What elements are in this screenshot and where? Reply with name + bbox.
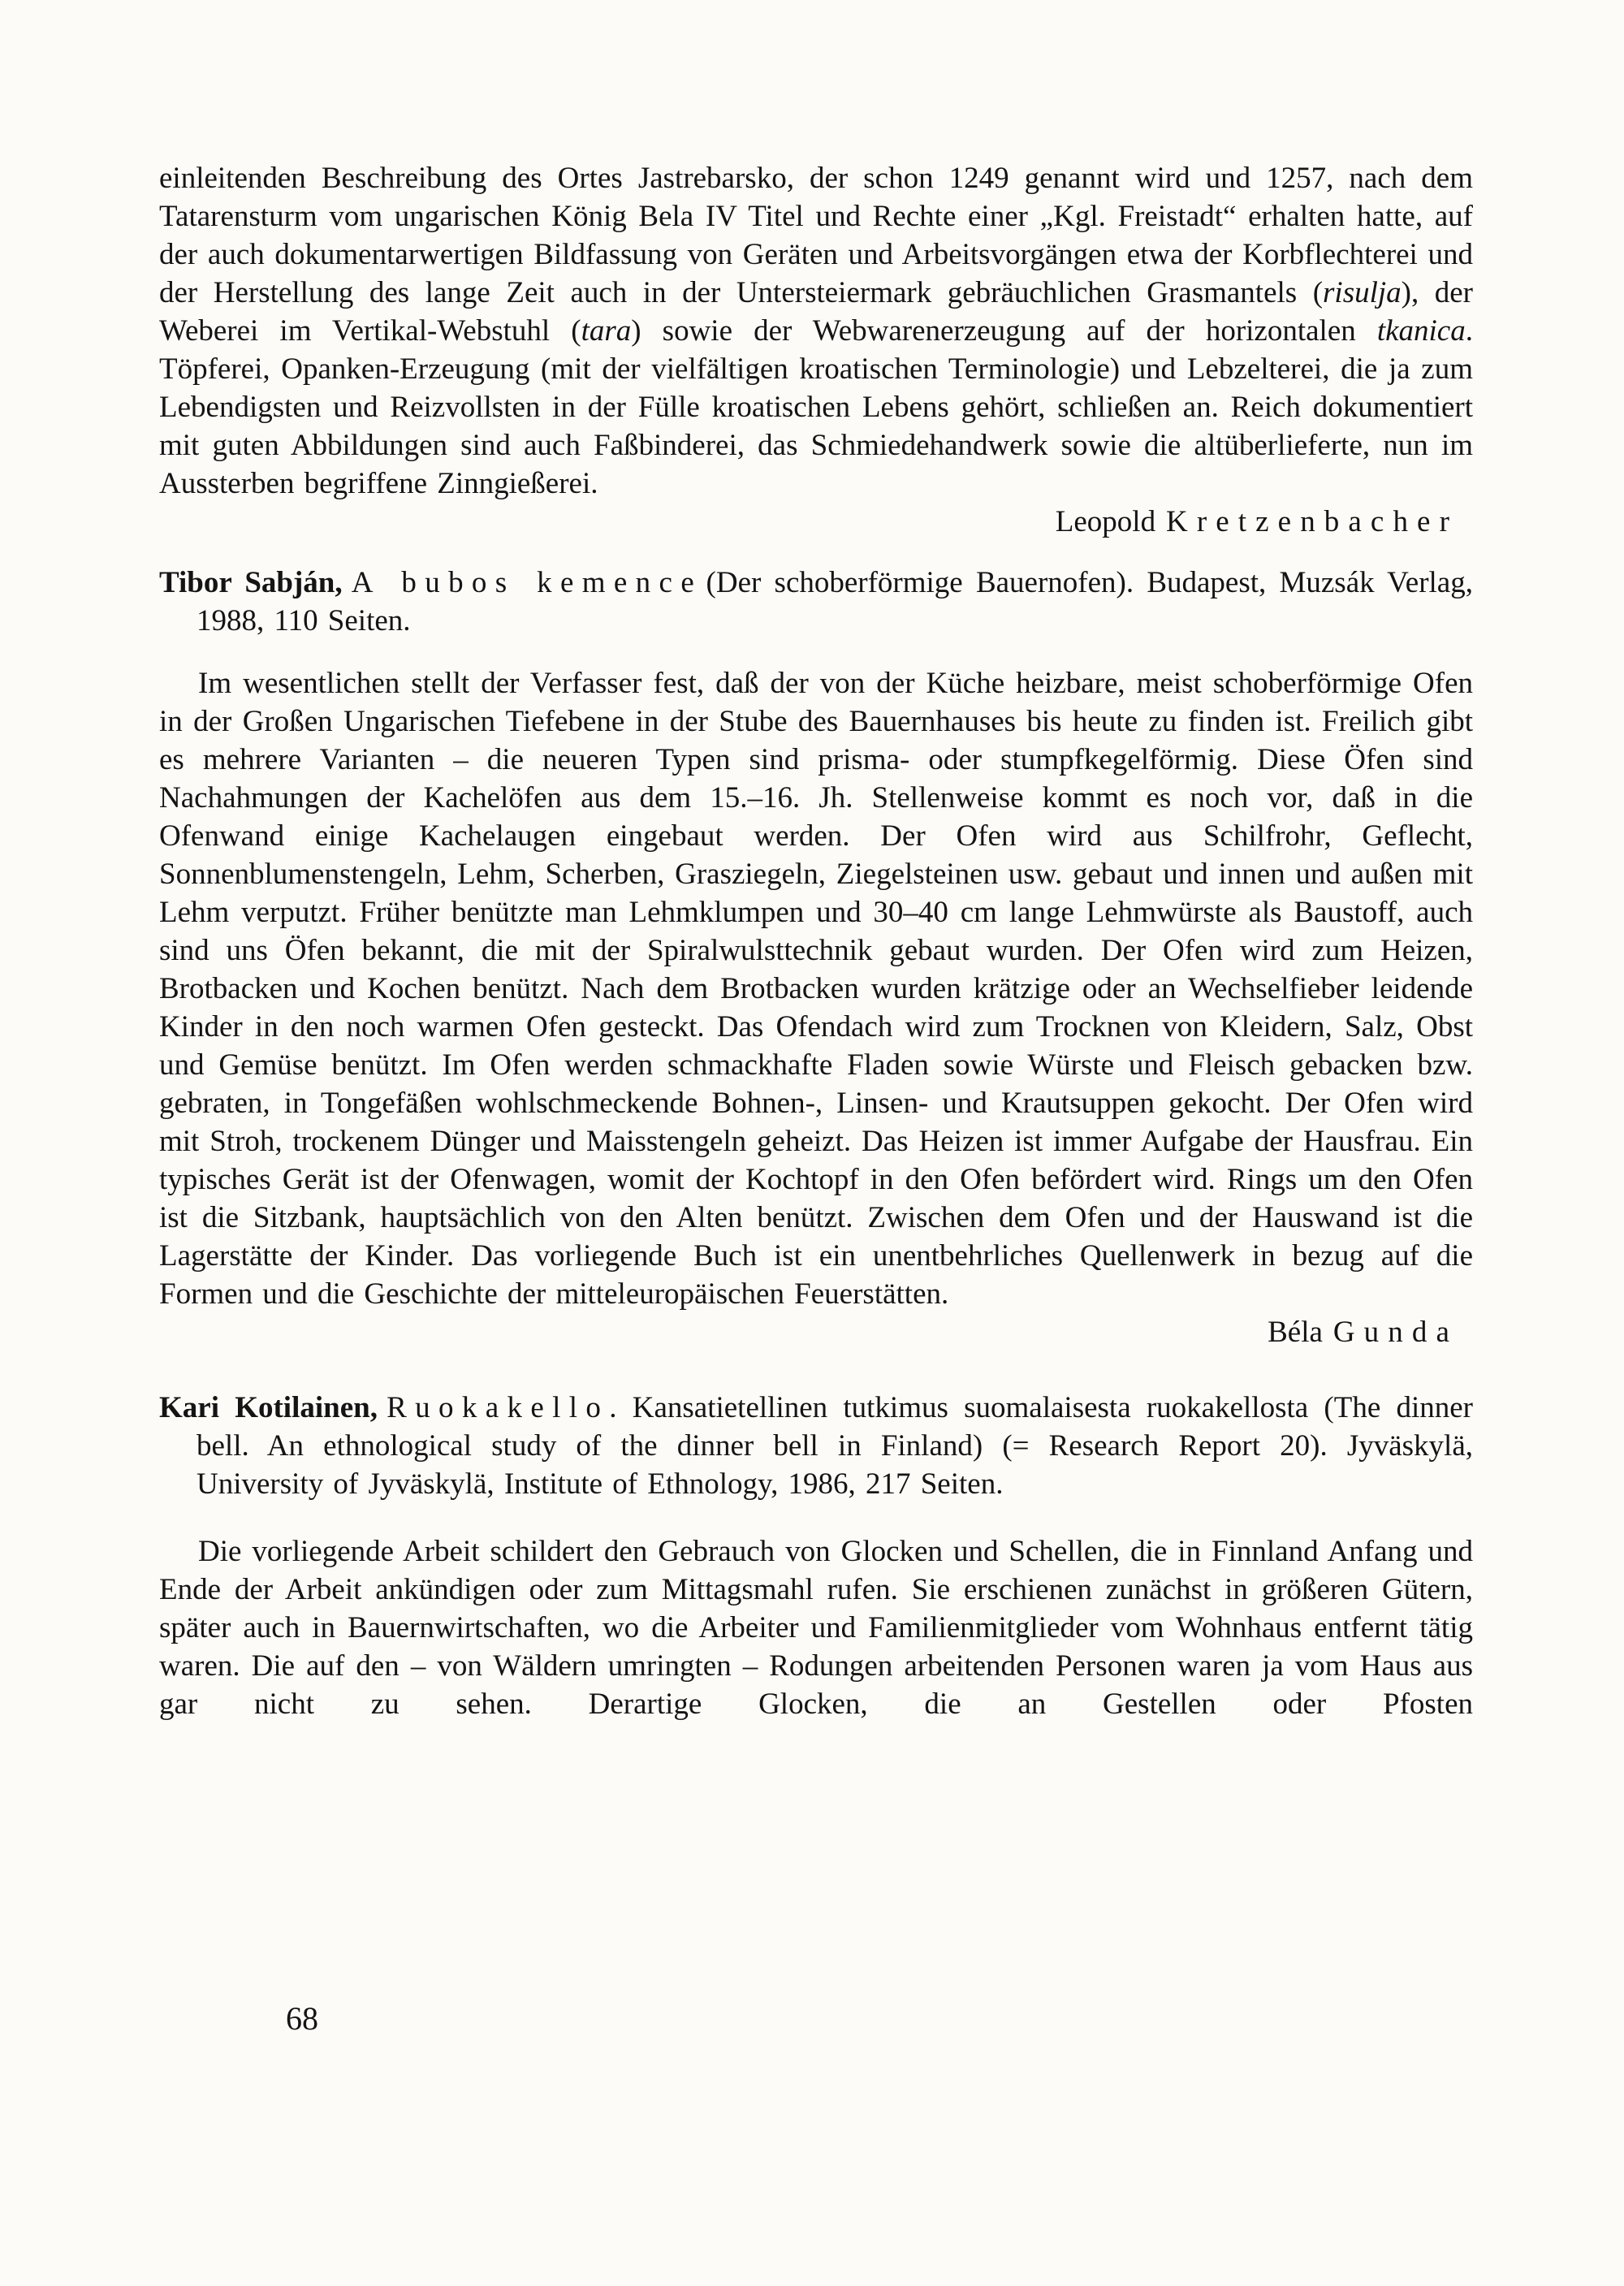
italic-term-tara: tara xyxy=(581,314,632,348)
book-title: A bubos kemence xyxy=(351,566,703,599)
italic-term-tkanica: tkanica xyxy=(1376,314,1466,348)
book-title: Ruokakello xyxy=(387,1391,610,1424)
body-text: einleitenden Beschreibung des Ortes Jastrebarsko, der schon 1249 genannt wird und 1257, nach dem Tatarensturm vom ungarischen König Bela IV Titel und Rechte einer „Kgl. Freistadt“ erhalten hatte, auf der auch dokumentarwertigen Bildfassung von Geräten und Arbeitsvorgängen etwa der Korbflechterei und der Herstellung des lange Zeit auch in der Untersteiermark gebräuchlichen Grasmantels ( xyxy=(159,162,1473,309)
signature-family-name: Kretzenbacher xyxy=(1166,505,1458,538)
body-text: . Töpferei, Opanken-Erzeugung (mit der vielfältigen kroatischen Terminologie) und Lebzelterei, die ja zum Lebendigsten und Reizvollsten in der Fülle kroatischen Lebens gehört, schließen an. Reich dokumentiert mit guten Abbildungen sind auch Faßbinderei, das Schmiedehandwerk sowie die altüberlieferte, nun im Aussterben begriffene Zinngießerei. xyxy=(159,314,1473,500)
body-text: ) sowie der Webwarenerzeugung auf der horizontalen xyxy=(631,314,1377,348)
book-imprint: . Kansatietellinen tutkimus suomalaisesta ruokakellosta (The dinner bell. An ethnological study of the dinner bell in Finland) (= Research Report 20). Jyväskylä, University of Jyväskylä, Institute of Ethnology, 1986, 217 Seiten. xyxy=(197,1391,1473,1501)
signature-leopold-kretzenbacher xyxy=(159,503,1473,541)
text-column xyxy=(159,159,1473,1723)
body-text: ), der Weberei im Vertikal-Webstuhl ( xyxy=(159,276,1473,348)
review-body-sabjan: Im wesentlichen stellt der Verfasser fest, daß der von der Küche heizbare, meist schoberförmige Ofen in der Großen Ungarischen Tiefebene in der Stube des Bauernhauses bis heute zu finden ist. Freilich gibt es mehrere Varianten – die neueren Typen sind prisma- oder stumpfkegelförmig. Diese Öfen sind Nachahmungen der Kachelöfen aus dem 15.–16. Jh. Stellenweise kommt es noch vor, daß in die Ofenwand einige Kachelaugen eingebaut werden. Der Ofen wird aus Schilfrohr, Geflecht, Sonnenblumenstengeln, Lehm, Scherben, Grasziegeln, Ziegelsteinen usw. gebaut und innen und außen mit Lehm verputzt. Früher benützte man Lehmklumpen und 30–40 cm lange Lehmwürste als Baustoff, auch sind uns Öfen bekannt, die mit der Spiralwulsttechnik gebaut wurden. Der Ofen wird zum Heizen, Brotbacken und Kochen benützt. Nach dem Brotbacken wurden krätzige oder an Wechselfieber leidende Kinder in den noch warmen Ofen gesteckt. Das Ofendach wird zum Trocknen von Kleidern, Salz, Obst und Gemüse benützt. Im Ofen werden schmackhafte Fladen sowie Würste und Fleisch gebacken bzw. gebraten, in Tongefäßen wohlschmeckende Bohnen-, Linsen- und Krautsuppen gekocht. Der Ofen wird mit Stroh, trockenem Dünger und Maisstengeln geheizt. Das Heizen ist immer Aufgabe der Hausfrau. Ein typisches Gerät ist der Ofenwagen, womit der Kochtopf in den Ofen befördert wird. Rings um den Ofen ist die Sitzbank, hauptsächlich von den Alten benützt. Zwischen dem Ofen und der Hauswand ist die Lagerstätte der Kinder. Das vorliegende Buch ist ein unentbehrliches Quellenwerk in bezug auf die Formen und die Geschichte der mitteleuropäischen Feuerstätten. xyxy=(159,667,1473,1311)
review-body-carryover xyxy=(159,159,1473,503)
book-author: Kari Kotilainen, xyxy=(159,1391,378,1424)
signature-given-name: Béla xyxy=(1268,1316,1323,1349)
book-author: Tibor Sabján, xyxy=(159,566,343,599)
italic-term-risulja: risulja xyxy=(1323,276,1402,309)
page-number: 68 xyxy=(286,2000,318,2037)
signature-bela-gunda xyxy=(159,1313,1473,1351)
signature-given-name: Leopold xyxy=(1055,505,1156,538)
book-imprint: (Der schoberförmige Bauernofen). Budapest, Muzsák Verlag, 1988, 110 Seiten. xyxy=(197,566,1473,637)
signature-family-name: Gunda xyxy=(1332,1316,1458,1349)
review-body-kotilainen: Die vorliegende Arbeit schildert den Gebrauch von Glocken und Schellen, die in Finnland Anfang und Ende der Arbeit ankündigen oder zum Mittagsmahl rufen. Sie erschienen zunächst in größeren Gütern, später auch in Bauernwirtschaften, wo die Arbeiter und Familienmitglieder vom Wohnhaus entfernt tätig waren. Die auf den – von Wäldern umringten – Rodungen arbeitenden Personen waren ja vom Haus aus gar nicht zu sehen. Derartige Glocken, die an Gestellen oder Pfosten xyxy=(159,1535,1473,1721)
book-heading-kotilainen xyxy=(159,1389,1473,1503)
book-heading-sabjan xyxy=(159,564,1473,640)
